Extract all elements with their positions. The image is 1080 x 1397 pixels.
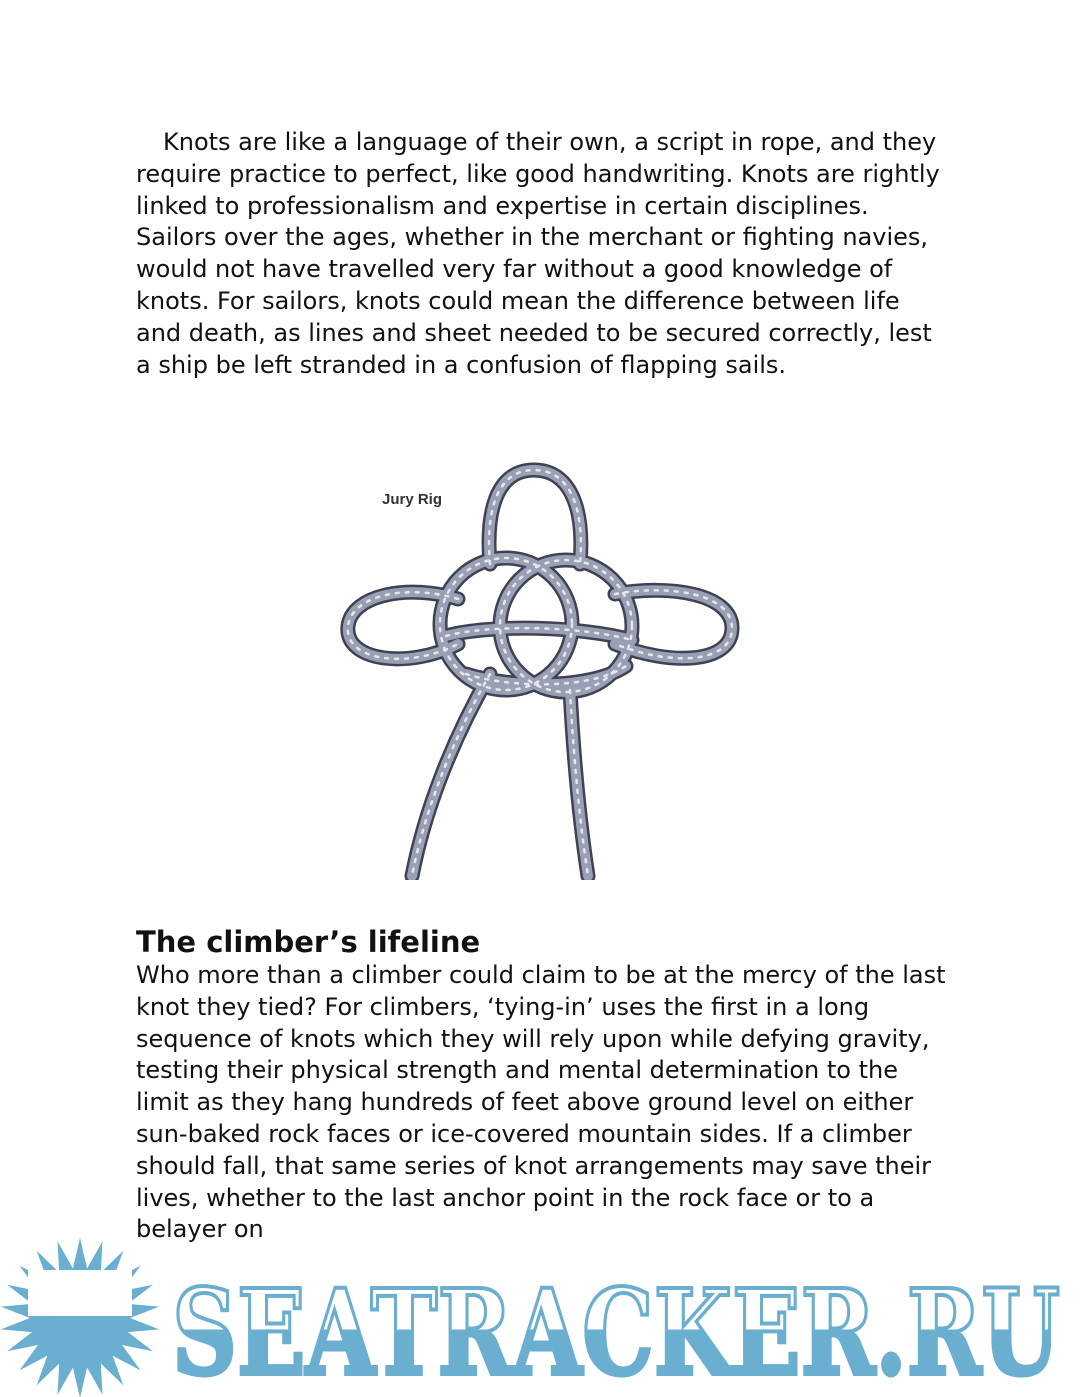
sun-burst-icon [1,1238,159,1397]
figure-label: Jury Rig [382,491,443,508]
section-title: The climber’s lifeline [136,925,481,959]
jury-rig-knot-drawing [340,444,740,880]
site-watermark [0,1236,1080,1397]
section-body: Who more than a climber could claim to be at the mercy of the last knot they tied? For climbers, ‘tying-in’ uses the first in a long sequence of knots which they will rely upon while defying gravity, testing their physical strength and mental determination to the limit as they hang hundreds of feet above ground level on either sun-baked rock faces or ice-covered mountain sides. If a climber should fall, that same series of knot arrangements may save their lives, whether to the last anchor point in the rock face or to a belayer on [136,961,946,1244]
intro-paragraph: Knots are like a language of their own, a script in rope, and they require practice to perfect, like good handwriting. Knots are rightly linked to professionalism and expertise in certain disciplines. Sailors over the ages, whether in the merchant or fighting navies, would not have travelled very far without a good knowledge of knots. For sailors, knots could mean the difference between life and death, as lines and sheet needed to be secured correctly, lest a ship be left stranded in a confusion of flapping sails. [136,128,940,379]
watermark-text: SEATRACKER.RU [172,1263,1060,1397]
jury-rig-knot-illustration [340,444,740,880]
